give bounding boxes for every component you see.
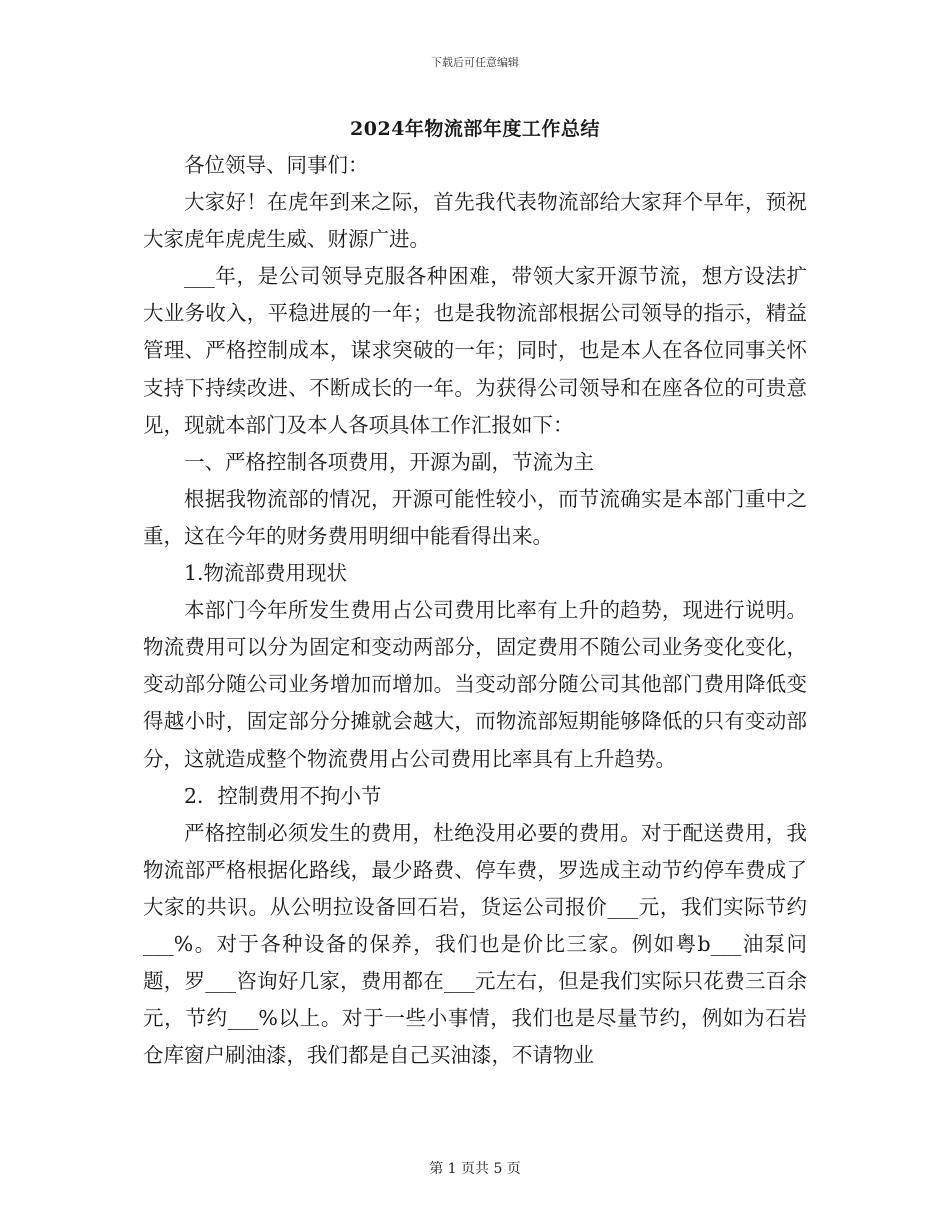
page-number: 第 1 页共 5 页 [429, 1161, 521, 1177]
paragraph-cost-status: 本部门今年所发生费用占公司费用比率有上升的趋势，现进行说明。物流费用可以分为固定和变动两部分，固定费用不随公司业务变化变化，变动部分随公司业务增加而增加。当变动部分随公司其他部门费用降低变得越小时，固定部分分摊就会越大，而物流部短期能够降低的只有变动部分，这就造成整个物流费用占公司费用比率具有上升趋势。 [143, 598, 807, 771]
paragraph-cost-context: 根据我物流部的情况，开源可能性较小，而节流确实是本部门重中之重，这在今年的财务费用明细中能看得出来。 [143, 486, 807, 548]
document-body [143, 147, 807, 1074]
paragraph-cost-details: 严格控制必须发生的费用，杜绝没用必要的费用。对于配送费用，我物流部严格根据化路线，最少路费、停车费，罗选成主动节约停车费成了大家的共识。从公明拉设备回石岩，货运公司报价___元，我们实际节约___%。对于各种设备的保养，我们也是价比三家。例如粤b___油泵问题，罗___咨询好几家，费用都在___元左右，但是我们实际只花费三百余元，节约___%以上。对于一些小事情，我们也是尽量节约，例如为石岩仓库窗户刷油漆，我们都是自己买油漆，不请物业 [143, 820, 807, 1068]
document-title: 2024年物流部年度工作总结 [350, 118, 600, 140]
subheading-cost-status: 1.物流部费用现状 [184, 561, 348, 586]
header-note: 下载后可任意编辑 [431, 56, 519, 69]
paragraph-greeting: 各位领导、同事们： [184, 153, 369, 177]
paragraph-year-overview: ___年，是公司领导克服各种困难，带领大家开源节流，想方设法扩大业务收入，平稳进展的一年；也是我物流部根据公司领导的指示，精益管理、严格控制成本，谋求突破的一年；同时，也是本人在各位同事关怀支持下持续改进、不断成长的一年。为获得公司领导和在座各位的可贵意见，现就本部门及本人各项具体工作汇报如下： [143, 264, 807, 437]
paragraph-new-year-wishes: 大家好！在虎年到来之际，首先我代表物流部给大家拜个早年，预祝大家虎年虎虎生威、财源广进。 [143, 190, 807, 252]
subheading-cost-details: 2．控制费用不拘小节 [184, 783, 382, 808]
section-heading-cost-control: 一、严格控制各项费用，开源为副，节流为主 [184, 449, 594, 474]
